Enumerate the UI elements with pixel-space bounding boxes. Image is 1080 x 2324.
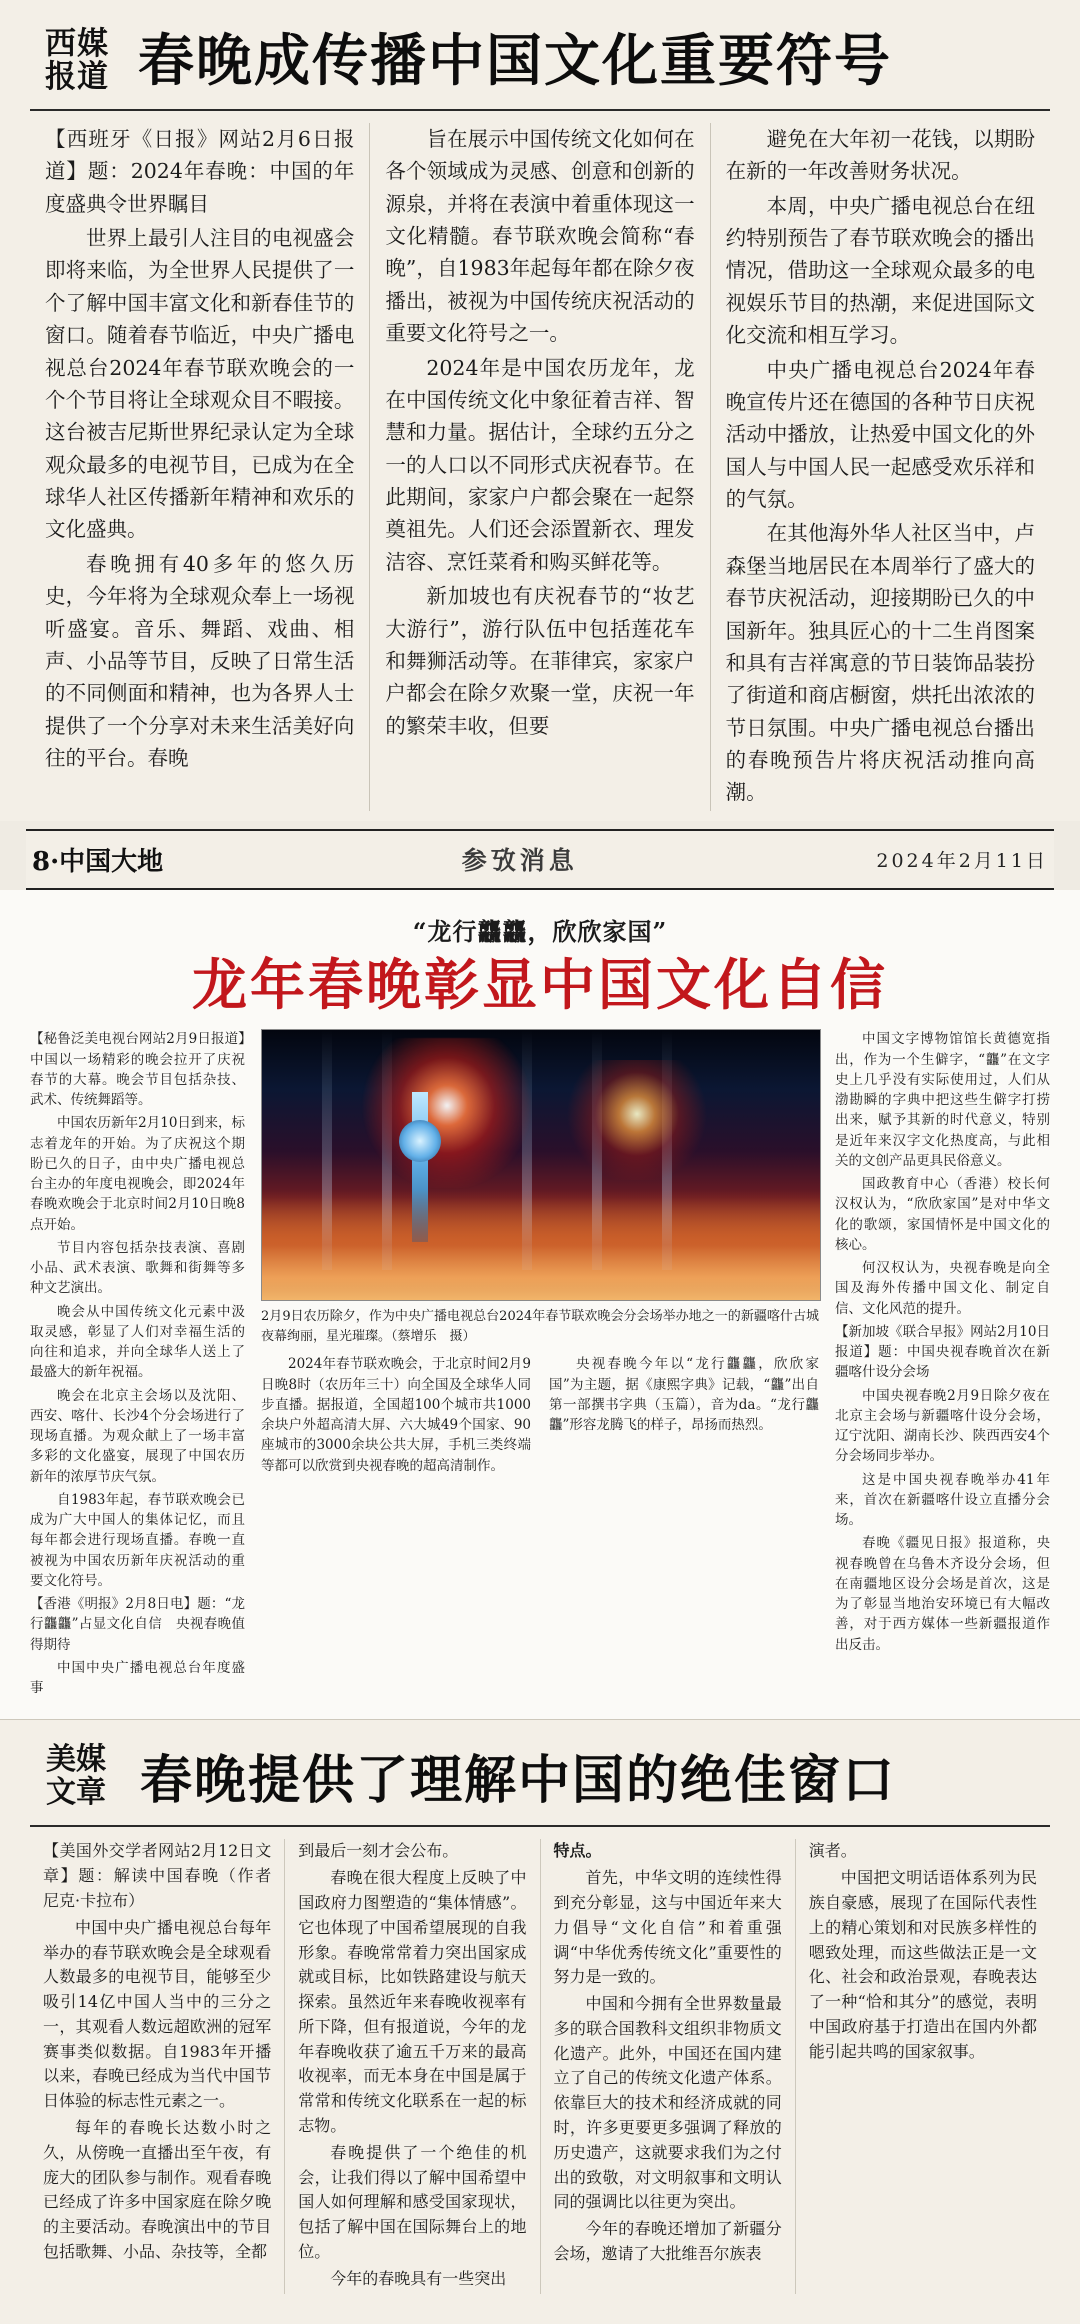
feature-quote: “龙行龘龘，欣欣家国”: [412, 916, 668, 946]
top-article-header: [30, 28, 1050, 111]
feature-article: [0, 890, 1080, 1720]
bottom-article-kicker: [36, 1743, 116, 1809]
bottom-article-header: [30, 1738, 1050, 1827]
feature-center: [261, 1029, 819, 1701]
feature-grid: [30, 1029, 1050, 1701]
bottom-article-column-2: 到最后一刻才会公布。 春晚在很大程度上反映了中国政府力图塑造的“集体情感”。它也体现了中国希望展现的自我形象。春晚常常着力突出国家成就或目标，比如铁路建设与航天探索。虽然近年来春晚收视率有所下降，但有报道说，今年的龙年春晚收获了逾五千万来的最高收视率，而无本身在中国是属于常常和传统文化联系在一起的标志物。 春晚提供了一个绝佳的机会，让我们得以了解中国希望中国人如何理解和感受国家现状，包括了解中国在国际舞台上的地位。 今年的春晚具有一些突出: [284, 1839, 539, 2293]
bottom-article-columns: [30, 1839, 1050, 2293]
masthead-bar: [26, 829, 1054, 890]
bottom-article: [0, 1719, 1080, 2323]
feature-column-left: 【秘鲁泛美电视台网站2月9日报道】中国以一场精彩的晚会拉开了庆祝春节的大幕。晚会节目包括杂技、武术、传统舞蹈等。 中国农历新年2月10日到来，标志着龙年的开始。为了庆祝这个期盼已久的日子，由中央广播电视总台主办的年度电视晚会，即2024年春晚欢晚会于北京时间2月10日晚8点开始。 节目内容包括杂技表演、喜剧小品、武术表演、歌舞和街舞等多种文艺演出。 晚会从中国传统文化元素中汲取灵感，彰显了人们对幸福生活的向往和追求，并向全球华人送上了最盛大的新年祝福。 晚会在北京主会场以及沈阳、西安、喀什、长沙4个分会场进行了现场直播。为观众献上了一场丰富多彩的文化盛宴，展现了中国农历新年的浓厚节庆气氛。 自1983年起，春节联欢晚会已成为广大中国人的集体记忆，而且每年都会进行现场直播。春晚一直被视为中国农历新年庆祝活动的重要文化符号。 【香港《明报》2月8日电】题：“龙行龘龘”占显文化自信 央视春晚值得期待 中国中央广播电视总台年度盛事: [30, 1031, 245, 1697]
masthead-date: 2024年2月11日: [876, 849, 1048, 872]
kicker-line-1: 西媒: [45, 26, 109, 62]
bottom-kicker-line-2: 文章: [46, 1774, 106, 1810]
bottom-article-column-3: 特点。 首先，中华文明的连续性得到充分彰显，这与中国近年来大力倡导“文化自信”和着重强调“中华优秀传统文化”重要性的努力是一致的。 中国和今拥有全世界数量最多的联合国教科文组织非物质文化遗产。此外，中国还在国内建立了自己的传统文化遗产体系。依靠巨大的技术和经济成就的同时，许多更要更多强调了释放的历史遗产，这就要求我们为之付出的致敬，对文明叙事和文明认同的强调比以往更为突出。 今年的春晚还增加了新疆分会场，邀请了大批维吾尔族表: [540, 1839, 795, 2293]
top-article-headline: 春晚成传播中国文化重要符号: [138, 28, 892, 95]
top-article: [0, 0, 1080, 821]
masthead-page-label: 8·中国大地: [32, 846, 164, 877]
top-article-column-3: 避免在大年初一花钱，以期盼在新的一年改善财务状况。 本周，中央广播电视总台在纽约特别预告了春节联欢晚会的播出情况，借助这一全球观众最多的电视娱乐节目的热潮，来促进国际文化交流和相互学习。 中央广播电视总台2024年春晚宣传片还在德国的各种节日庆祝活动中播放，让热爱中国文化的外国人与中国人民一起感受欢乐祥和的气氛。 在其他海外华人社区当中，卢森堡当地居民在本周举行了盛大的春节庆祝活动，迎接期盼已久的中国新年。独具匠心的十二生肖图案和具有吉祥寓意的节日装饰品装扮了街道和商店橱窗，烘托出浓浓的节日氛围。中央广播电视总台播出的春晚预告片将庆祝活动推向高潮。: [710, 123, 1050, 811]
feature-under-column-1: 2024年春节联欢晚会，于北京时间2月9日晚8时（农历年三十）向全国及全球华人同步直播。据报道，全国超100个城市共1000余块户外超高清大屏、六大城49个国家、90座城市的3000余块公共大屏，手机三类终端等都可以欣赏到央视春晚的超高清制作。: [261, 1356, 531, 1474]
bottom-article-headline: 春晚提供了理解中国的绝佳窗口: [140, 1750, 897, 1812]
bottom-kicker-line-1: 美媒: [46, 1741, 106, 1777]
top-article-column-1: 【西班牙《日报》网站2月6日报道】题：2024年春晚：中国的年度盛典令世界瞩目 世界上最引人注目的电视盛会即将来临，为全世界人民提供了一个了解中国丰富文化和新春佳节的窗口。随着春节临近，中央广播电视总台2024年春节联欢晚会的一个个节目将让全球观众目不暇接。这台被吉尼斯世界纪录认定为全球观众最多的电视节目，已成为在全球华人社区传播新年精神和欢乐的文化盛典。 春晚拥有40多年的悠久历史，今年将为全球观众奉上一场视听盛宴。音乐、舞蹈、戏曲、相声、小品等节目，反映了日常生活的不同侧面和精神，也为各界人士提供了一个分享对未来生活美好向往的平台。春晚: [45, 126, 355, 771]
feature-column-right: 中国文字博物馆馆长黄德宽指出，作为一个生僻字，“龘”在文字史上几乎没有实际使用过，人们从渤勘瞬的字典中把这些生僻字打捞出来，赋予其新的时代意义，特别是近年来汉字文化热度高，与此相关的文创产品更具民俗意义。 国政教育中心（香港）校长何汉权认为，“欣欣家国”是对中华文化的歌颂，家国情怀是中国文化的核心。 何汉权认为，央视春晚是向全国及海外传播中国文化、制定自信、文化风范的提升。 【新加坡《联合早报》网站2月10日报道】题：中国央视春晚首次在新疆喀什设分会场 中国央视春晚2月9日除夕夜在北京主会场与新疆喀什设分会场，辽宁沈阳、湖南长沙、陕西西安4个分会场同步举办。 这是中国央视春晚举办41年来，首次在新疆喀什设立直播分会场。 春晚《疆见日报》报道称，央视春晚曾在乌鲁木齐设分会场，但在南疆地区设分会场是首次，这是为了彰显当地治安环境已有大幅改善，对于西方媒体一些新疆报道作出反击。: [835, 1031, 1050, 1653]
top-article-column-2: 旨在展示中国传统文化如何在各个领域成为灵感、创意和创新的源泉，并将在表演中着重体现这一文化精髓。春节联欢晚会简称“春晚”，自1983年起每年都在除夕夜播出，被视为中国传统庆祝活动的重要文化符号之一。 2024年是中国农历龙年，龙在中国传统文化中象征着吉祥、智慧和力量。据估计，全球约五分之一的人口以不同形式庆祝春节。在此期间，家家户户都会聚在一起祭奠祖先。人们还会添置新衣、理发洁容、烹饪菜肴和购买鲜花等。 新加坡也有庆祝春节的“妆艺大游行”，游行队伍中包括莲花车和舞狮活动等。在菲律宾，家家户户都会在除夕欢聚一堂，庆祝一年的繁荣丰收，但要: [369, 123, 709, 811]
feature-headline: 龙年春晚彰显中国文化自信: [191, 951, 888, 1017]
top-article-kicker: [38, 28, 116, 95]
feature-under-column-2: 央视春晚今年以“龙行龘龘，欣欣家国”为主题，据《康熙字典》记载，“龘”出自第一部撰书字典（玉篇），音为da。“龙行龘龘”形容龙腾飞的样子，昂扬而热烈。: [549, 1356, 819, 1434]
feature-under-columns: [261, 1354, 819, 1479]
kicker-line-2: 报道: [45, 59, 109, 96]
top-article-columns: [30, 123, 1050, 811]
bottom-article-column-4: 演者。 中国把文明话语体系列为民族自豪感，展现了在国际代表性上的精心策划和对民族多样性的嗯致处理，而这些做法正是一文化、社会和政治景观，春晚表达了一种“恰和其分”的感觉，表明中国政府基于打造出在国内外都能引起共鸣的国家叙事。: [795, 1839, 1050, 2293]
bottom-article-column-1: 【美国外交学者网站2月12日文章】题：解读中国春晚（作者 尼克·卡拉布） 中国中央广播电视总台每年举办的春节联欢晚会是全球观看人数最多的电视节目，能够至少吸引14亿中国人当中的三分之一，其观看人数远超欧洲的冠军赛事类似数据。自1983年开播以来，春晚已经成为当代中国节日体验的标志性元素之一。 每年的春晚长达数小时之久，从傍晚一直播出至午夜，有庞大的团队参与制作。观看春晚已经成了许多中国家庭在除夕晚的主要活动。春晚演出中的节目包括歌舞、小品、杂技等，全都: [43, 1841, 288, 2262]
feature-photo: [261, 1029, 821, 1301]
masthead-paper-name: 参攷消息: [461, 846, 578, 876]
feature-photo-caption: 2月9日农历除夕，作为中央广播电视总台2024年春节联欢晚会分会场举办地之一的新疆喀什古城夜幕绚丽，星光璀璨。（蔡增乐 摄）: [261, 1309, 819, 1344]
